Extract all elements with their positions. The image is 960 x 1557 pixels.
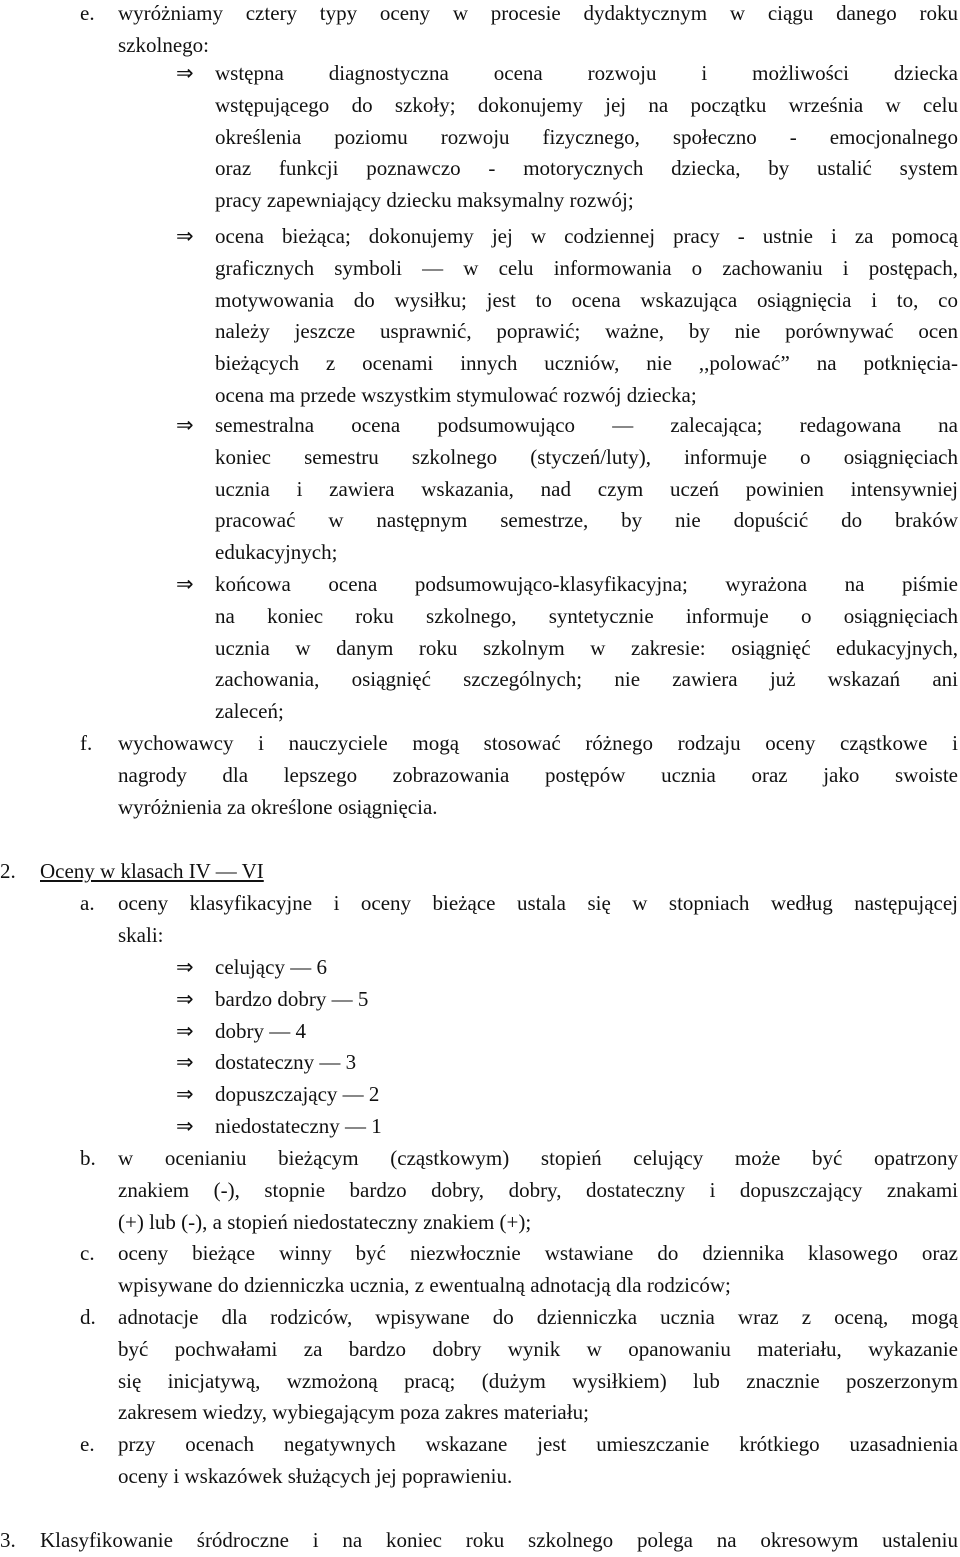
text-line: oceny klasyfikacyjne i oceny bieżące ustala się w stopniach według następującej: [118, 891, 958, 915]
double-right-arrow-icon: ⇒: [176, 572, 194, 596]
bullet-text-line: edukacyjnych;: [215, 540, 338, 565]
list-marker: b.: [80, 1146, 96, 1170]
grade-scale-item: dobry — 4: [215, 1018, 306, 1043]
list-marker: c.: [80, 1241, 95, 1265]
text-line: (+) lub (-), a stopień niedostateczny znakiem (+);: [118, 1209, 532, 1234]
bullet-text-line: ucznia i zawiera wskazania, nad czym uczeń powinien intensywniej: [215, 476, 958, 501]
bullet-text-line: wstępującego do szkoły; dokonujemy jej na początku września w celu: [215, 92, 958, 117]
text-line: wyróżniamy cztery typy oceny w procesie dydaktycznym w ciągu danego roku: [118, 1, 958, 25]
grade-scale-item: niedostateczny — 1: [215, 1114, 382, 1138]
text-line: oceny bieżące winny być niezwłocznie wstawiane do dziennika klasowego oraz: [118, 1241, 958, 1265]
list-marker: a.: [80, 891, 95, 915]
list-marker: e.: [80, 1432, 95, 1456]
double-right-arrow-icon: ⇒: [176, 1114, 194, 1138]
double-right-arrow-icon: ⇒: [176, 955, 194, 979]
bullet-text-line: wstępna diagnostyczna ocena rozwoju i możliwości dziecka: [215, 61, 958, 85]
grade-scale-item: celujący — 6: [215, 955, 327, 979]
text-line: wyróżnienia za określone osiągnięcia.: [118, 794, 438, 819]
bullet-text-line: ucznia w danym roku szkolnym w zakresie: osiągnięć edukacyjnych,: [215, 635, 958, 660]
double-right-arrow-icon: ⇒: [176, 1050, 194, 1075]
bullet-text-line: oraz funkcji poznawczo - motorycznych dziecka, by ustalić system: [215, 156, 958, 181]
bullet-text-line: zachowania, osiągnięć szczególnych; nie zawiera już wskazań ani: [215, 667, 958, 692]
text-line: wychowawcy i nauczyciele mogą stosować różnego rodzaju oceny cząstkowe i: [118, 731, 958, 755]
text-line: się inicjatywą, wzmożoną pracą; (dużym wysiłkiem) lub znacznie poszerzonym: [118, 1368, 958, 1393]
text-line: w ocenianiu bieżącym (cząstkowym) stopień celujący może być opatrzony: [118, 1146, 958, 1170]
double-right-arrow-icon: ⇒: [176, 413, 194, 437]
bullet-text-line: koniec semestru szkolnego (styczeń/luty), informuje o osiągnięciach: [215, 444, 958, 469]
bullet-text-line: semestralna ocena podsumowująco — zalecająca; redagowana na: [215, 413, 958, 437]
double-right-arrow-icon: ⇒: [176, 986, 194, 1011]
text-line: adnotacje dla rodziców, wpisywane do dzienniczka ucznia wraz z oceną, mogą: [118, 1305, 958, 1329]
text-line: szkolnego:: [118, 33, 209, 57]
grade-scale-item: dostateczny — 3: [215, 1050, 357, 1075]
bullet-text-line: ocena ma przede wszystkim stymulować rozwój dziecka;: [215, 383, 697, 407]
text-line: znakiem (-), stopnie bardzo dobry, dobry, dostateczny i dopuszczający znakami: [118, 1177, 958, 1202]
bullet-text-line: zaleceń;: [215, 699, 284, 724]
bullet-text-line: motywowania do wysiłku; jest to ocena wskazująca osiągnięcia i to, co: [215, 287, 958, 312]
bullet-text-line: pracować w następnym semestrze, by nie dopuścić do braków: [215, 508, 958, 533]
bullet-text-line: określenia poziomu rozwoju fizycznego, społeczno - emocjonalnego: [215, 124, 958, 149]
text-line: nagrody dla lepszego zobrazowania postępów ucznia oraz jako swoiste: [118, 762, 958, 787]
text-line: Klasyfikowanie śródroczne i na koniec roku szkolnego polega na okresowym ustaleniu: [40, 1528, 958, 1552]
grade-scale-item: bardzo dobry — 5: [215, 986, 369, 1011]
bullet-text-line: końcowa ocena podsumowująco-klasyfikacyjna; wyrażona na piśmie: [215, 572, 958, 596]
text-line: być pochwałami za bardzo dobry wynik w opanowaniu materiału, wykazanie: [118, 1336, 958, 1361]
text-line: przy ocenach negatywnych wskazane jest umieszczanie krótkiego uzasadnienia: [118, 1432, 958, 1456]
double-right-arrow-icon: ⇒: [176, 224, 194, 248]
text-line: skali:: [118, 923, 164, 947]
text-line: oceny i wskazówek służących jej poprawieniu.: [118, 1463, 513, 1488]
section-number: 2.: [0, 859, 16, 883]
double-right-arrow-icon: ⇒: [176, 1082, 194, 1107]
section-number: 3.: [0, 1528, 16, 1552]
bullet-text-line: ocena bieżąca; dokonujemy jej w codziennej pracy - ustnie i za pomocą: [215, 224, 958, 248]
bullet-text-line: na koniec roku szkolnego, syntetycznie informuje o osiągnięciach: [215, 603, 958, 628]
bullet-text-line: pracy zapewniający dziecku maksymalny rozwój;: [215, 188, 634, 213]
list-marker: f.: [80, 731, 93, 755]
section-heading: Oceny w klasach IV — VI: [40, 859, 264, 883]
double-right-arrow-icon: ⇒: [176, 61, 194, 85]
list-marker: e.: [80, 1, 95, 25]
list-marker: d.: [80, 1305, 96, 1329]
text-line: zakresem wiedzy, wybiegającym poza zakres materiału;: [118, 1400, 589, 1425]
bullet-text-line: należy jeszcze usprawnić, poprawić; ważne, by nie porównywać ocen: [215, 319, 958, 344]
bullet-text-line: graficznych symboli — w celu informowania o zachowaniu i postępach,: [215, 255, 958, 280]
double-right-arrow-icon: ⇒: [176, 1018, 194, 1043]
grade-scale-item: dopuszczający — 2: [215, 1082, 380, 1107]
bullet-text-line: bieżących z ocenami innych uczniów, nie ,,polować” na potknięcia-: [215, 351, 958, 376]
text-line: wpisywane do dzienniczka ucznia, z ewentualną adnotacją dla rodziców;: [118, 1272, 731, 1297]
